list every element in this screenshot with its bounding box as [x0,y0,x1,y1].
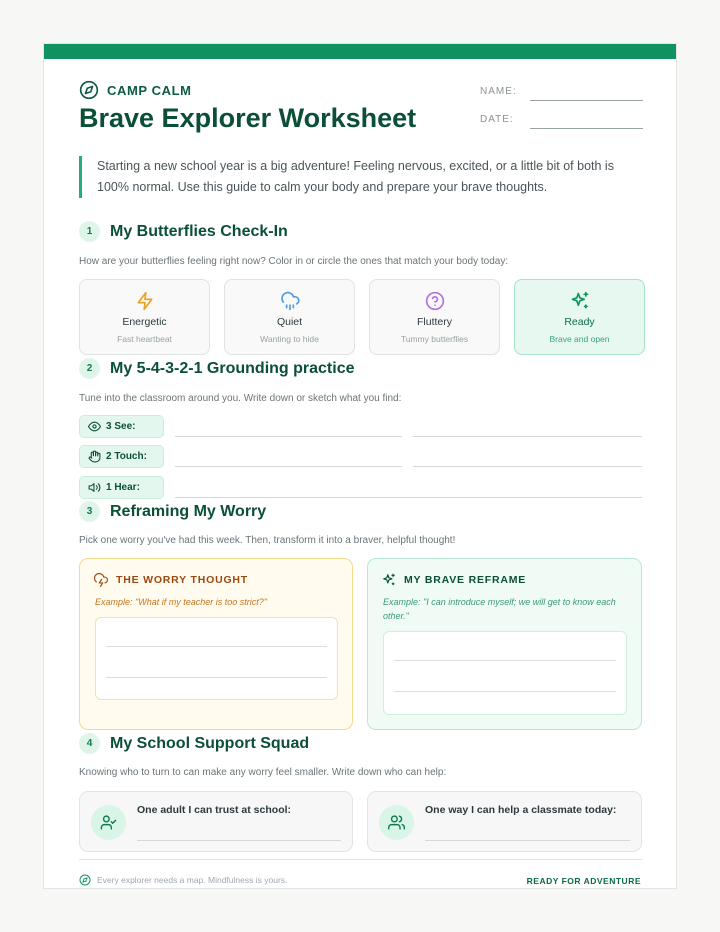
sense-label: 3 See: [106,421,136,432]
question-circle-icon [425,291,445,311]
sparkles-icon [570,291,590,311]
eye-icon [88,420,101,433]
footer-tagline [79,874,287,886]
footer-text: Every explorer needs a map. Mindfulness is yours. [97,875,288,885]
squad-card-adult [79,791,353,852]
squad-answer-line[interactable] [137,840,341,841]
section-subtitle: How are your butterflies feeling right now? Color in or circle the ones that match your body today: [79,256,509,267]
mood-name: Energetic [122,316,167,328]
worry-example: Example: "What if my teacher is too strict?" [95,597,267,607]
touch-answer-line-2[interactable] [413,466,642,467]
brave-card-header [382,573,526,587]
mood-description: Brave and open [549,334,610,344]
date-field[interactable] [480,110,643,129]
squad-answer-line[interactable] [425,840,630,841]
brand [79,80,192,100]
writing-line [106,646,327,647]
squad-label: One way I can help a classmate today: [425,804,617,816]
squad-icon-circle [91,805,126,840]
rain-cloud-icon [280,291,300,311]
section-title: My School Support Squad [110,734,310,752]
sense-see [79,415,164,438]
mood-name: Ready [564,316,595,328]
sense-label: 2 Touch: [106,451,147,462]
sparkles-icon [382,573,396,587]
worry-card-title: THE WORRY THOUGHT [116,574,249,586]
sense-touch [79,445,164,468]
mood-card-fluttery[interactable] [369,279,500,355]
compass-icon [79,80,99,100]
see-answer-line-2[interactable] [413,436,642,437]
mood-card-energetic[interactable] [79,279,210,355]
section-2-header [79,358,355,379]
storm-cloud-icon [94,573,108,587]
mood-description: Wanting to hide [260,334,319,344]
mood-description: Fast heartbeat [117,334,172,344]
section-number: 1 [79,221,100,242]
page-title: Brave Explorer Worksheet [79,103,417,133]
section-title: My Butterflies Check-In [110,222,288,240]
mood-name: Fluttery [416,316,452,328]
sense-hear [79,476,164,499]
mood-card-ready[interactable] [514,279,645,355]
section-number: 4 [79,733,100,754]
section-number: 3 [79,501,100,522]
section-subtitle: Tune into the classroom around you. Write down or sketch what you find: [79,393,402,404]
lightning-icon [135,291,155,311]
name-label: NAME: [480,86,517,97]
section-subtitle: Knowing who to turn to can make any worry feel smaller. Write down who can help: [79,767,447,778]
brand-name: CAMP CALM [107,82,192,98]
worry-writing-area[interactable] [95,617,338,700]
speaker-icon [88,481,101,494]
footer-motto: READY FOR ADVENTURE [526,876,641,886]
mood-name: Quiet [276,316,303,328]
section-1-header [79,221,288,242]
writing-line [106,677,327,678]
name-field[interactable] [480,82,643,101]
section-4-header [79,733,309,754]
hand-icon [88,450,101,463]
squad-card-classmate [367,791,642,852]
mood-card-quiet[interactable] [224,279,355,355]
squad-label: One adult I can trust at school: [137,804,292,816]
mood-options [79,279,645,355]
section-title: My 5-4-3-2-1 Grounding practice [110,359,355,377]
users-icon [388,814,405,831]
name-line[interactable] [530,100,643,101]
section-number: 2 [79,358,100,379]
brave-example: Example: "I can introduce myself; we will get to know each other." [383,597,616,621]
worksheet-page [43,43,677,889]
see-answer-line-1[interactable] [175,436,402,437]
user-check-icon [100,814,117,831]
top-accent-bar [44,44,676,59]
worry-card-header [94,573,248,587]
date-label: DATE: [480,114,514,125]
writing-line [394,691,616,692]
worry-thought-card [79,558,353,730]
touch-answer-line-1[interactable] [175,466,402,467]
footer-divider [79,859,642,860]
brave-writing-area[interactable] [383,631,627,715]
section-3-header [79,501,266,522]
section-title: Reframing My Worry [110,502,267,520]
section-subtitle: Pick one worry you've had this week. Then, transform it into a braver, helpful thought! [79,535,456,546]
brave-card-title: MY BRAVE REFRAME [404,574,527,586]
compass-icon [79,874,91,886]
mood-description: Tummy butterflies [400,334,469,344]
writing-line [394,660,616,661]
intro-text: Starting a new school year is a big adventure! Feeling nervous, excited, or a little bit of both is 100% normal. Use this guide to calm your body and prepare your brave thoughts. [79,156,642,198]
date-line[interactable] [530,128,643,129]
sense-label: 1 Hear: [106,482,140,493]
hear-answer-line[interactable] [175,497,642,498]
squad-icon-circle [379,805,414,840]
brave-reframe-card [367,558,642,730]
